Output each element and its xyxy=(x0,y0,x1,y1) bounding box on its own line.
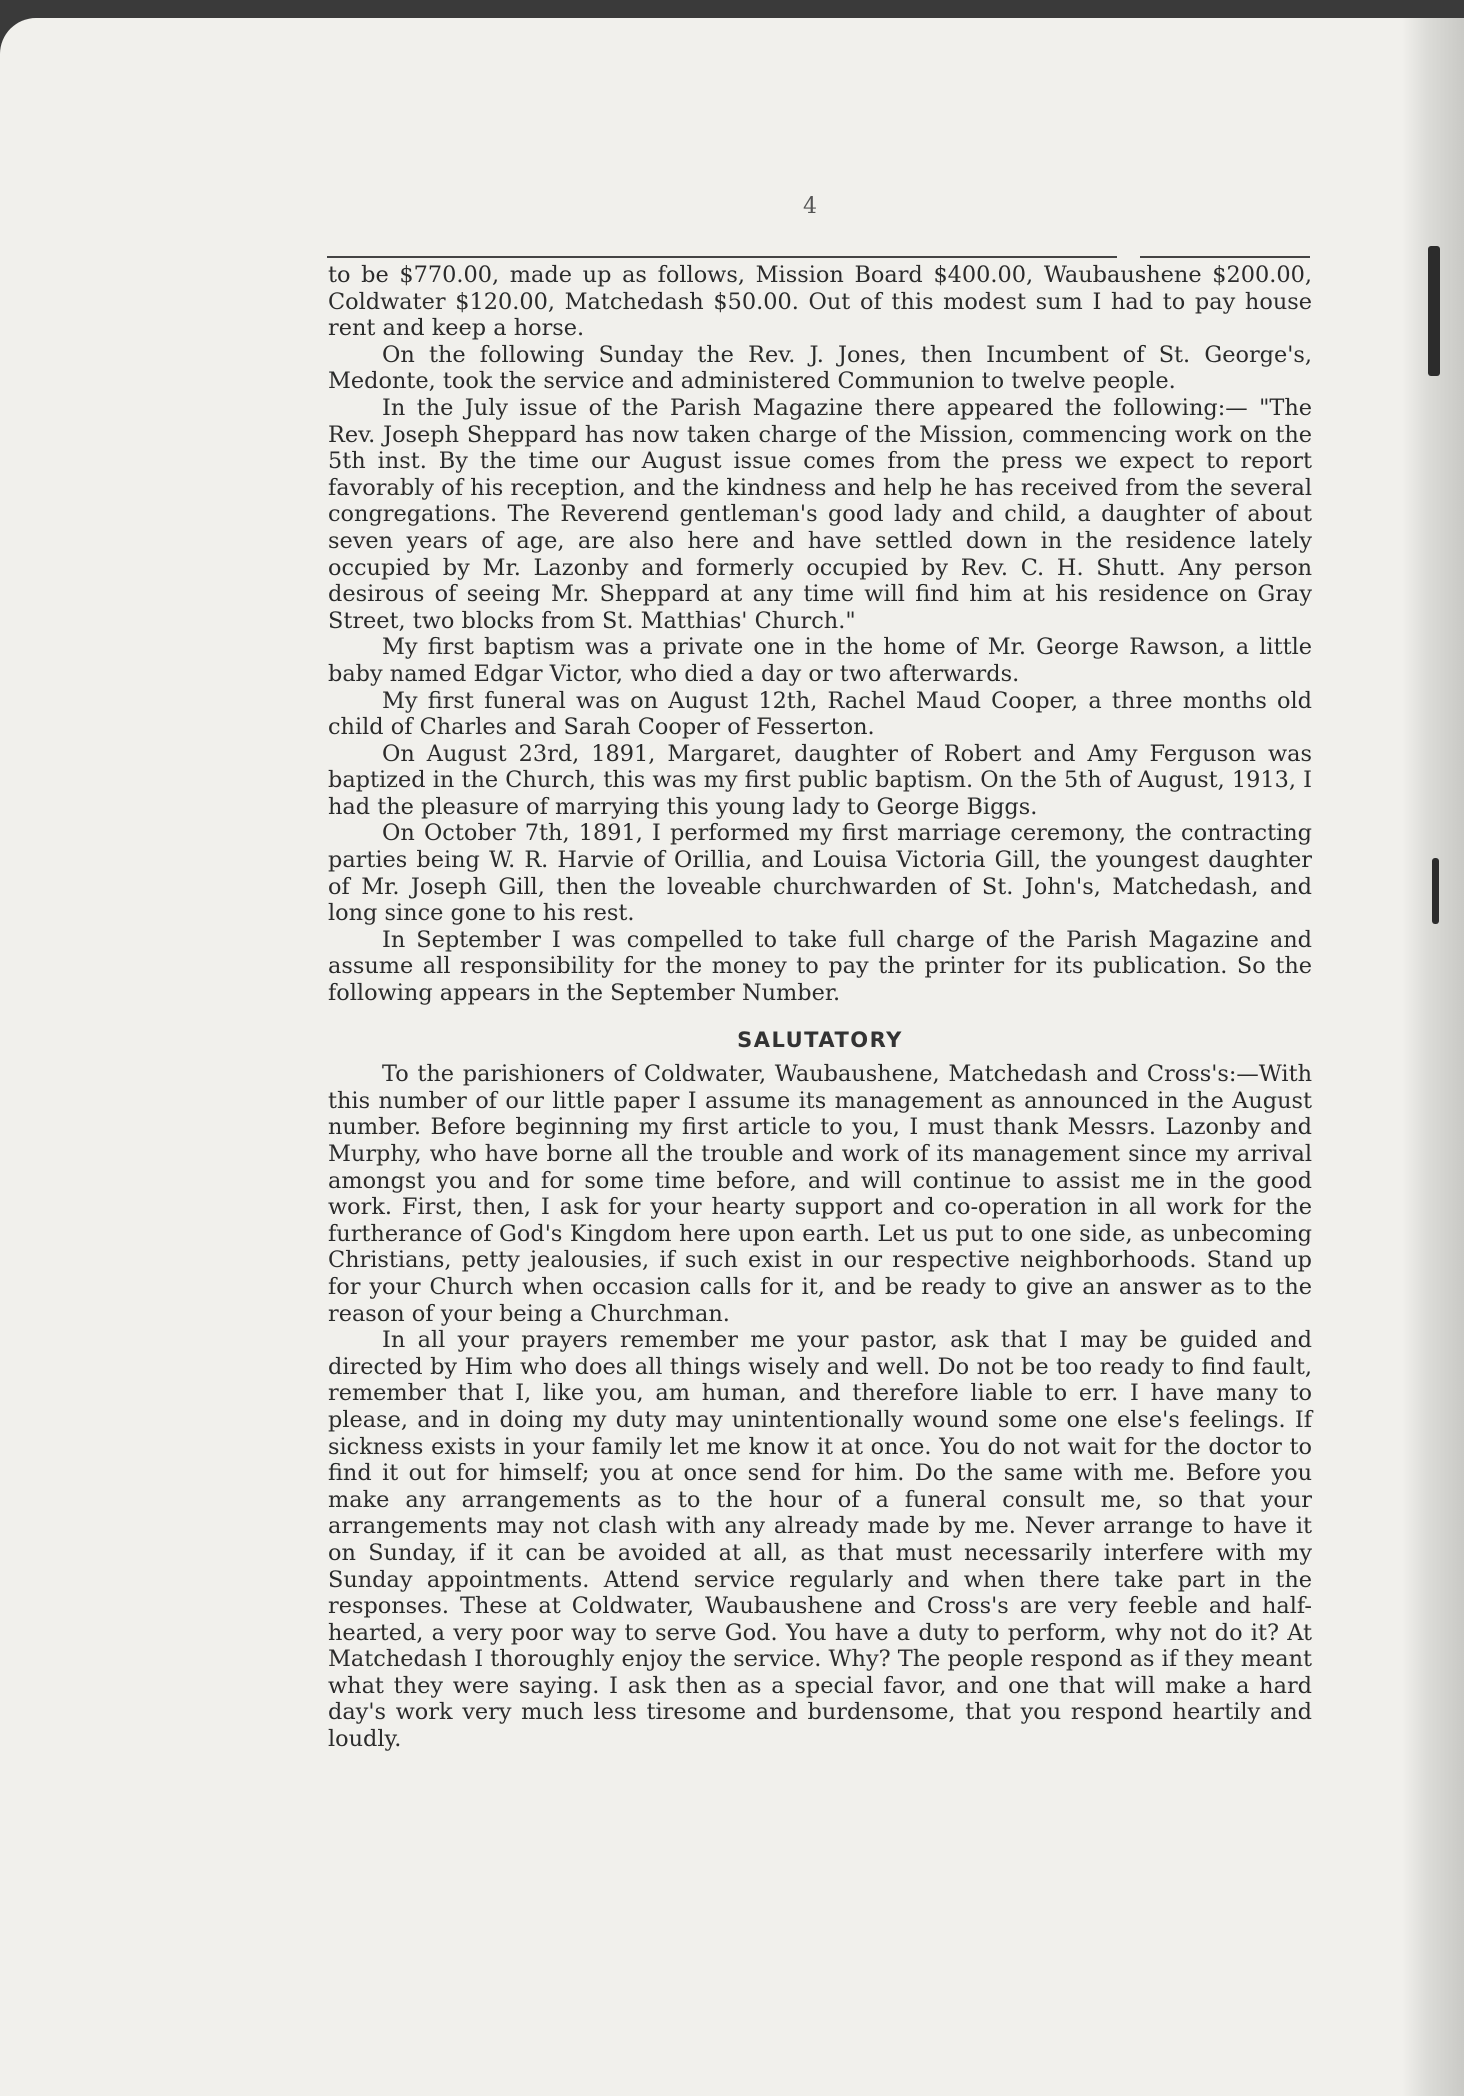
paragraph: On August 23rd, 1891, Margaret, daughter of Robert and Amy Ferguson was baptized in the Church, this was my first public baptism. On the 5th of August, 1913, I had the pleasure of marrying this young lady to George Biggs. xyxy=(328,740,1312,820)
paragraph: On the following Sunday the Rev. J. Jones, then Incumbent of St. George's, Medonte, took the service and administered Communion to twelve people. xyxy=(328,341,1312,395)
paragraph: In all your prayers remember me your pastor, ask that I may be guided and directed by Him who does all things wisely and well. Do not be too ready to find fault, remember that I, like you, am human, and therefore liable to err. I have many to please, and in doing my duty may unintentionally wound some one else's feelings. If sickness exists in your family let me know it at once. You do not wait for the doctor to find it out for himself; you at once send for him. Do the same with me. Before you make any arrangements as to the hour of a funeral consult me, so that your arrangements may not clash with any already made by me. Never arrange to have it on Sunday, if it can be avoided at all, as that must necessarily interfere with my Sunday appointments. Attend service regularly and when there take part in the responses. These at Coldwater, Waubaushene and Cross's are very feeble and half-hearted, a very poor way to serve God. You have a duty to perform, why not do it? At Matchedash I thoroughly enjoy the service. Why? The people respond as if they meant what they were saying. I ask then as a special favor, and one that will make a hard day's work very much less tiresome and burdensome, that you respond heartily and loudly. xyxy=(328,1327,1312,1753)
section-heading: SALUTATORY xyxy=(737,1027,903,1052)
scan-edge-shadow xyxy=(1402,18,1464,2096)
document-page xyxy=(0,18,1464,2096)
paragraph: My first funeral was on August 12th, Rachel Maud Cooper, a three months old child of Charles and Sarah Cooper of Fesserton. xyxy=(328,687,1312,741)
paragraph: To the parishioners of Coldwater, Waubaushene, Matchedash and Cross's:—With this number of our little paper I assume its management as announced in the August number. Before beginning my first article to you, I must thank Messrs. Lazonby and Murphy, who have borne all the trouble and work of its management since my arrival amongst you and for some time before, and will continue to assist me in the good work. First, then, I ask for your hearty support and co-operation in all work for the furtherance of God's Kingdom here upon earth. Let us put to one side, as unbecoming Christians, petty jealousies, if such exist in our respective neighborhoods. Stand up for your Church when occasion calls for it, and be ready to give an answer as to the reason of your being a Churchman. xyxy=(328,1061,1312,1327)
page-number: 4 xyxy=(803,194,817,219)
paragraph: to be $770.00, made up as follows, Mission Board $400.00, Waubaushene $200.00, Coldwater $120.00, Matchedash $50.00. Out of this modest sum I had to pay house rent and keep a horse. xyxy=(328,262,1312,342)
header-rule-short xyxy=(1140,256,1310,258)
edge-binding-mark xyxy=(1432,858,1439,924)
paragraph: On October 7th, 1891, I performed my first marriage ceremony, the contracting parties being W. R. Harvie of Orillia, and Louisa Victoria Gill, the youngest daughter of Mr. Joseph Gill, then the loveable churchwarden of St. John's, Matchedash, and long since gone to his rest. xyxy=(328,820,1312,927)
paragraph: My first baptism was a private one in the home of Mr. George Rawson, a little baby named Edgar Victor, who died a day or two afterwards. xyxy=(328,634,1312,687)
article-body xyxy=(328,262,1312,1753)
edge-binding-mark xyxy=(1428,246,1440,376)
header-rule xyxy=(327,256,1117,258)
paragraph: In the July issue of the Parish Magazine there appeared the following:— "The Rev. Joseph Sheppard has now taken charge of the Mission, commencing work on the 5th inst. By the time our August issue comes from the press we expect to report favorably of his reception, and the kindness and help he has received from the several congregations. The Reverend gentleman's good lady and child, a daughter of about seven years of age, are also here and have settled down in the residence lately occupied by Mr. Lazonby and formerly occupied by Rev. C. H. Shutt. Any person desirous of seeing Mr. Sheppard at any time will find him at his residence on Gray Street, two blocks from St. Matthias' Church." xyxy=(328,394,1312,634)
paragraph: In September I was compelled to take full charge of the Parish Magazine and assume all responsibility for the money to pay the printer for its publication. So the following appears in the September Number. xyxy=(328,926,1312,1007)
